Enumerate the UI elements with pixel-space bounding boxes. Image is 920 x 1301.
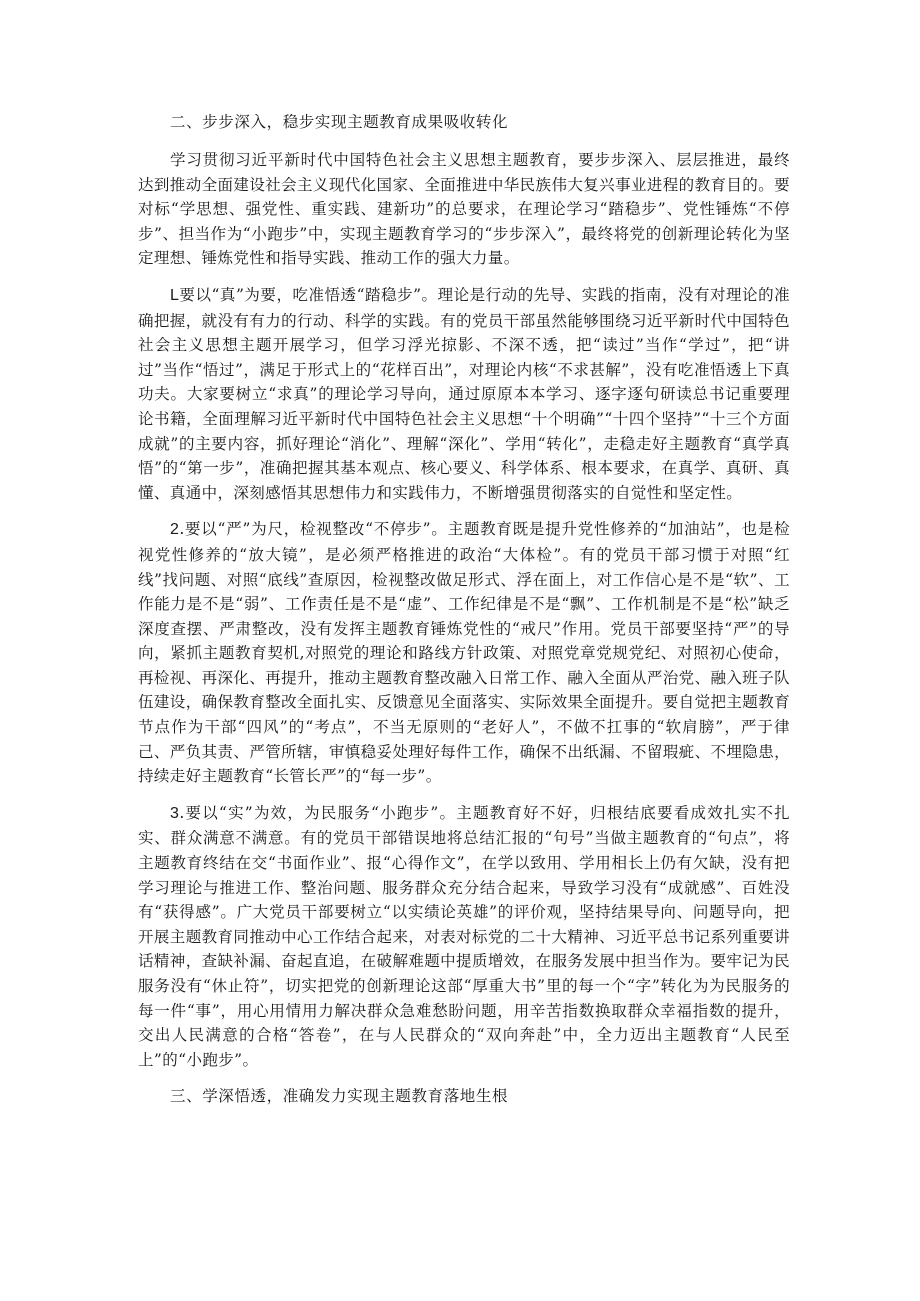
item-3-paragraph [138, 801, 790, 1073]
item-2-paragraph [138, 517, 790, 789]
item-2-number: 2 [170, 521, 180, 539]
item-3-number: 3 [170, 804, 180, 822]
intro-paragraph: 学习贯彻习近平新时代中国特色社会主义思想主题教育，要步步深入、层层推进，最终达到推动全面建设社会主义现代化国家、全面推进中华民族伟大复兴事业进程的教育目的。要对标“学思想、强党性、重实践、建新功”的总要求，在理论学习“踏稳步”、党性锤炼“不停步”、担当作为“小跑步”中，实现主题教育学习的“步步深入”，最终将党的创新理论转化为坚定理想、锤炼党性和指导实践、推动工作的强大力量。 [138, 151, 790, 268]
item-1-text: 要以“真”为要，吃准悟透“踏稳步”。理论是行动的先导、实践的指南，没有对理论的准确把握，就没有有力的行动、科学的实践。有的党员干部虽然能够围绕习近平新时代中国特色社会主义思想主题开展学习，但学习浮光掠影、不深不透，把“读过”当作“学过”，把“讲过”当作“悟过”，满足于形式上的“花样百出”，对理论内核“不求甚解”，没有吃准悟透上下真功夫。大家要树立“求真”的理论学习导向，通过原原本本学习、逐字逐句研读总书记重要理论书籍，全面理解习近平新时代中国特色社会主义思想“十个明确”“十四个坚持”“十三个方面成就”的主要内容，抓好理论“消化”、理解“深化”、学用“转化”，走稳走好主题教育“真学真悟”的“第一步”，准确把握其基本观点、核心要义、科学体系、根本要求，在真学、真研、真懂、真通中，深刻感悟其思想伟力和实践伟力，不断增强贯彻落实的自觉性和坚定性。 [138, 285, 790, 502]
item-2-text: .要以“严”为尺，检视整改“不停步”。主题教育既是提升党性修养的“加油站”，也是检视党性修养的“放大镜”，是必须严格推进的政治“大体检”。有的党员干部习惯于对照“红线”找问题、对照“底线”查原因，检视整改做足形式、浮在面上，对工作信心是不是“软”、工作能力是不是“弱”、工作责任是不是“虚”、工作纪律是不是“飘”、工作机制是不是“松”缺乏深度查摆、严肃整改，没有发挥主题教育锤炼党性的“戒尺”作用。党员干部要坚持“严”的导向，紧抓主题教育契机,对照党的理论和路线方针政策、对照党章党规党纪、对照初心使命，再检视、再深化、再提升，推动主题教育整改融入日常工作、融入全面从严治党、融入班子队伍建设，确保教育整改全面扎实、反馈意见全面落实、实际效果全面提升。要自觉把主题教育节点作为干部“四风”的“考点”，不当无原则的“老好人”，不做不扛事的“软肩膀”，严于律己、严负其责、严管所辖，审慎稳妥处理好每件工作，确保不出纸漏、不留瑕疵、不埋隐患，持续走好主题教育“长管长严”的“每一步”。 [138, 520, 790, 786]
document-page [138, 110, 790, 1122]
item-3-text: .要以“实”为效，为民服务“小跑步”。主题教育好不好，归根结底要看成效扎实不扎实、群众满意不满意。有的党员干部错误地将总结汇报的“句号”当做主题教育的“句点”，将主题教育终结在交“书面作业”、报“心得作文”，在学以致用、学用相长上仍有欠缺，没有把学习理论与推进工作、整治问题、服务群众充分结合起来，导致学习没有“成就感”、百姓没有“获得感”。广大党员干部要树立“以实绩论英雄”的评价观，坚持结果导向、问题导向，把开展主题教育同推动中心工作结合起来，对表对标党的二十大精神、习近平总书记系列重要讲话精神，查缺补漏、奋起直追，在破解难题中提质增效，在服务发展中担当作为。要牢记为民服务没有“休止符”，切实把党的创新理论这部“厚重大书”里的每一个“字”转化为为民服务的每一件“事”，用心用情用力解决群众急难愁盼问题，用辛苦指数换取群众幸福指数的提升，交出人民满意的合格“答卷”，在与人民群众的“双向奔赴”中，全力迈出主题教育“人民至上”的“小跑步”。 [138, 803, 790, 1069]
section-heading-3: 三、学深悟透，准确发力实现主题教育落地生根 [170, 1087, 509, 1106]
section-heading-2: 二、步步深入，稳步实现主题教育成果吸收转化 [170, 113, 509, 131]
item-1-paragraph [138, 283, 790, 505]
item-1-number: L [170, 286, 180, 304]
